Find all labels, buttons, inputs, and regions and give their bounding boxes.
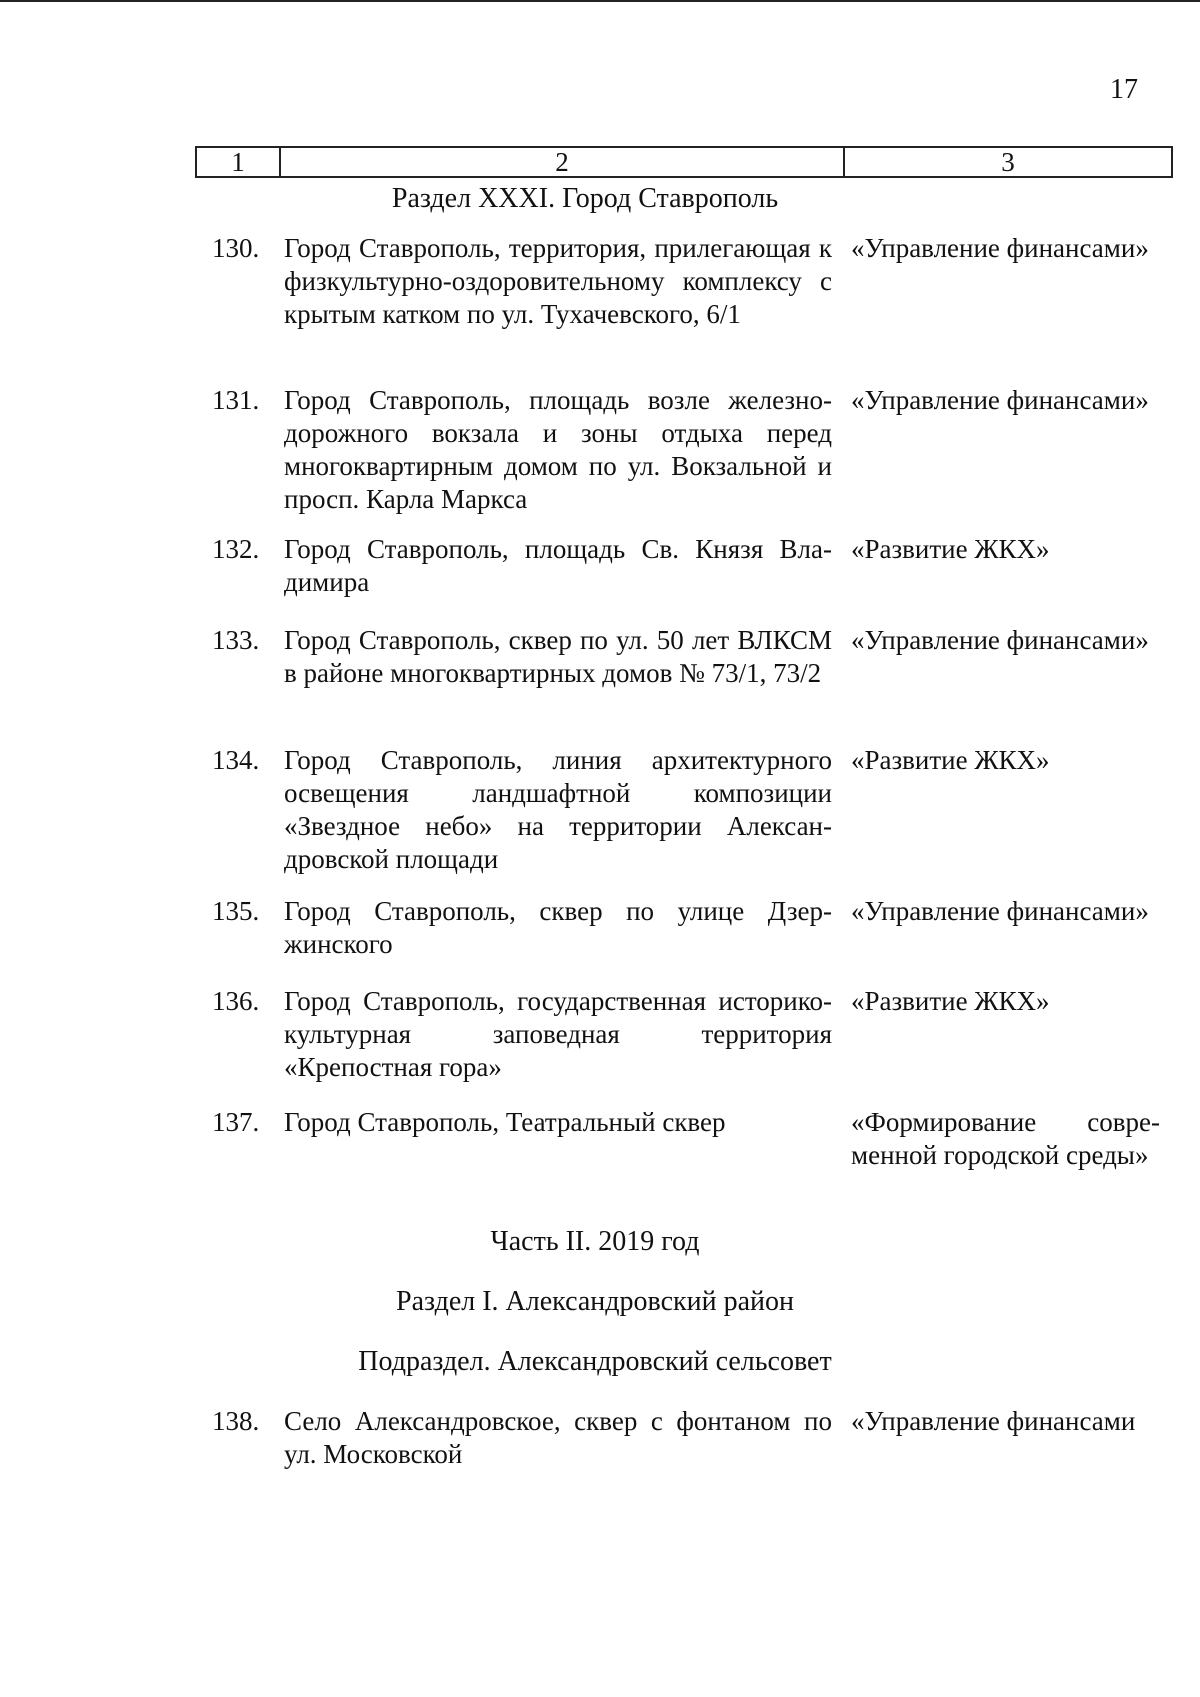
row-description: Село Александровское, сквер с фонтаном по ул. Московской xyxy=(284,1406,832,1469)
column-2-header: 2 xyxy=(281,148,845,176)
subsection-heading: Подраздел. Александровский сельсовет xyxy=(358,1346,832,1377)
row-number: 130. xyxy=(212,233,260,263)
row-number: 135. xyxy=(212,896,260,926)
top-rule xyxy=(0,0,1200,2)
page-number: 17 xyxy=(1110,74,1138,105)
row-description: Город Ставрополь, государственная историко-культурная заповедная территория «Крепостная гора» xyxy=(284,986,832,1082)
row-number: 134. xyxy=(212,745,260,775)
row-number: 136. xyxy=(212,986,260,1016)
row-description: Город Ставрополь, линия архитектурного освещения ландшафтной композиции «Звездное небо» на территории Александровской площади xyxy=(284,745,832,874)
row-program: «Управление финансами» xyxy=(851,385,1149,415)
section-heading-1: Раздел I. Александровский район xyxy=(396,1286,794,1317)
section-heading-31: Раздел XXXI. Город Ставрополь xyxy=(391,183,779,214)
row-description: Город Ставрополь, сквер по ул. 50 лет ВЛКСМ в районе многоквартирных домов № 73/1, 73/2 xyxy=(284,625,832,688)
row-number: 137. xyxy=(212,1107,260,1137)
row-program: «Развитие ЖКХ» xyxy=(851,986,1050,1016)
row-description: Город Ставрополь, площадь Св. Князя Владимира xyxy=(284,534,832,597)
row-program: «Управление финансами» xyxy=(851,896,1149,926)
row-number: 131. xyxy=(212,385,260,415)
row-description: Город Ставрополь, Театральный сквер xyxy=(284,1107,726,1137)
row-program: «Развитие ЖКХ» xyxy=(851,745,1050,775)
row-program: «Управление финансами xyxy=(851,1406,1136,1436)
row-description: Город Ставрополь, территория, прилегающая к физкультурно-оздоровительному комплексу с крытым катком по ул. Тухачевского, 6/1 xyxy=(284,233,832,329)
row-description: Город Ставрополь, площадь возле железнодорожного вокзала и зоны отдыха перед многоквартирным домом по ул. Вокзальной и просп. Карла Маркса xyxy=(284,385,832,514)
column-3-header: 3 xyxy=(1001,147,1015,177)
part-heading: Часть II. 2019 год xyxy=(490,1226,700,1257)
column-1-header: 1 xyxy=(197,148,281,176)
row-number: 132. xyxy=(212,534,260,564)
row-description: Город Ставрополь, сквер по улице Дзержинского xyxy=(284,896,832,959)
row-program: «Управление финансами» xyxy=(851,625,1149,655)
row-program: «Развитие ЖКХ» xyxy=(851,534,1050,564)
table-column-header xyxy=(195,146,1173,178)
row-program: «Формирование современной городской среды» xyxy=(851,1107,1160,1170)
row-program: «Управление финансами» xyxy=(851,233,1149,263)
row-number: 133. xyxy=(212,625,260,655)
row-number: 138. xyxy=(212,1406,260,1436)
